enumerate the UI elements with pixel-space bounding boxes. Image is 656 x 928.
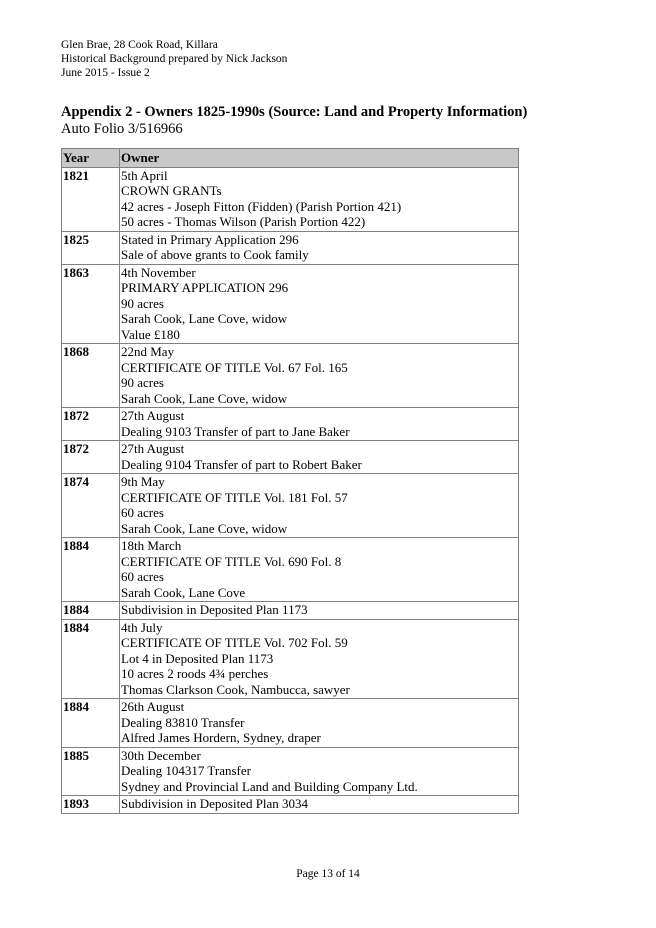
owner-cell <box>120 796 519 814</box>
appendix-title: Appendix 2 - Owners 1825-1990s (Source: Land and Property Information) <box>61 104 528 120</box>
owner-line: CERTIFICATE OF TITLE Vol. 690 Fol. 8 <box>121 553 342 569</box>
owner-line: Dealing 9104 Transfer of part to Robert Baker <box>121 456 362 472</box>
owner-line: 9th May <box>121 474 165 489</box>
owner-cell <box>120 699 519 748</box>
owner-line: Dealing 9103 Transfer of part to Jane Baker <box>121 423 350 439</box>
owner-line: 90 acres <box>121 375 164 390</box>
owner-line: Sarah Cook, Lane Cove <box>121 584 246 600</box>
year-cell: 1868 <box>62 344 120 408</box>
table-row <box>62 344 519 408</box>
table-row <box>62 441 519 474</box>
owner-line: Sydney and Provincial Land and Building Company Ltd. <box>121 778 418 794</box>
owner-line: 50 acres - Thomas Wilson (Parish Portion 422) <box>121 214 366 229</box>
owner-line: Stated in Primary Application 296 <box>121 231 299 247</box>
owner-line: CROWN GRANTs <box>121 183 222 198</box>
table-row <box>62 747 519 796</box>
owner-line: Thomas Clarkson Cook, Nambucca, sawyer <box>121 681 350 697</box>
owner-line: 26th August <box>121 699 185 714</box>
owner-line: 10 acres 2 roods 4¾ perches <box>121 666 269 681</box>
owner-line: 90 acres <box>121 295 164 311</box>
year-cell: 1884 <box>62 699 120 748</box>
year-cell: 1825 <box>62 231 120 264</box>
owner-cell <box>120 538 519 602</box>
table-row <box>62 619 519 699</box>
year-cell: 1872 <box>62 408 120 441</box>
owner-line: Sarah Cook, Lane Cove, widow <box>121 311 288 326</box>
owner-line: Dealing 83810 Transfer <box>121 714 245 730</box>
year-cell: 1884 <box>62 619 120 699</box>
owner-cell <box>120 231 519 264</box>
table-row <box>62 408 519 441</box>
table-row <box>62 264 519 344</box>
owner-line: 4th November <box>121 264 196 280</box>
owner-cell <box>120 344 519 408</box>
table-row <box>62 231 519 264</box>
owner-line: Lot 4 in Deposited Plan 1173 <box>121 650 274 666</box>
owner-cell <box>120 441 519 474</box>
owner-line: 5th April <box>121 167 168 183</box>
owner-cell <box>120 602 519 620</box>
owner-cell <box>120 167 519 231</box>
year-column-header: Year <box>62 149 120 168</box>
table-row <box>62 602 519 620</box>
owner-cell <box>120 619 519 699</box>
owner-line: CERTIFICATE OF TITLE Vol. 181 Fol. 57 <box>121 489 348 505</box>
owner-line: Value £180 <box>121 326 180 342</box>
owner-line: CERTIFICATE OF TITLE Vol. 67 Fol. 165 <box>121 359 348 375</box>
table-row <box>62 474 519 538</box>
owner-line: 42 acres - Joseph Fitton (Fidden) (Parish Portion 421) <box>121 198 402 214</box>
owner-line: Subdivision in Deposited Plan 3034 <box>121 796 309 811</box>
header-line: June 2015 - Issue 2 <box>61 67 150 79</box>
owner-line: Dealing 104317 Transfer <box>121 763 251 778</box>
table-row <box>62 699 519 748</box>
appendix-subtitle: Auto Folio 3/516966 <box>61 121 183 137</box>
table-row <box>62 167 519 231</box>
owner-line: 60 acres <box>121 505 164 520</box>
year-cell: 1884 <box>62 538 120 602</box>
year-cell: 1874 <box>62 474 120 538</box>
year-cell: 1863 <box>62 264 120 344</box>
owner-cell <box>120 264 519 344</box>
table-row <box>62 538 519 602</box>
owner-cell <box>120 747 519 796</box>
owners-table <box>61 148 519 814</box>
table-header-row <box>62 149 519 168</box>
owner-cell <box>120 474 519 538</box>
owner-line: Alfred James Hordern, Sydney, draper <box>121 730 321 745</box>
year-cell: 1821 <box>62 167 120 231</box>
owner-line: PRIMARY APPLICATION 296 <box>121 280 289 295</box>
owners-table-body <box>62 167 519 813</box>
owner-column-header: Owner <box>120 149 519 168</box>
owner-line: 22nd May <box>121 344 175 359</box>
owner-cell <box>120 408 519 441</box>
owner-line: 18th March <box>121 538 182 553</box>
year-cell: 1872 <box>62 441 120 474</box>
owner-line: Sarah Cook, Lane Cove, widow <box>121 390 288 406</box>
owner-line: 27th August <box>121 441 185 456</box>
owner-line: CERTIFICATE OF TITLE Vol. 702 Fol. 59 <box>121 635 348 650</box>
owner-line: 27th August <box>121 408 185 423</box>
year-cell: 1893 <box>62 796 120 814</box>
owner-line: Sarah Cook, Lane Cove, widow <box>121 520 288 536</box>
owner-line: Sale of above grants to Cook family <box>121 247 309 262</box>
year-cell: 1884 <box>62 602 120 620</box>
owner-line: 30th December <box>121 747 201 763</box>
document-header <box>61 38 287 80</box>
header-line: Historical Background prepared by Nick Jackson <box>61 53 288 65</box>
table-row <box>62 796 519 814</box>
year-cell: 1885 <box>62 747 120 796</box>
page-number: Page 13 of 14 <box>296 868 360 880</box>
owner-line: Subdivision in Deposited Plan 1173 <box>121 602 308 617</box>
owner-line: 60 acres <box>121 569 164 584</box>
header-line: Glen Brae, 28 Cook Road, Killara <box>61 39 218 51</box>
owner-line: 4th July <box>121 619 163 635</box>
